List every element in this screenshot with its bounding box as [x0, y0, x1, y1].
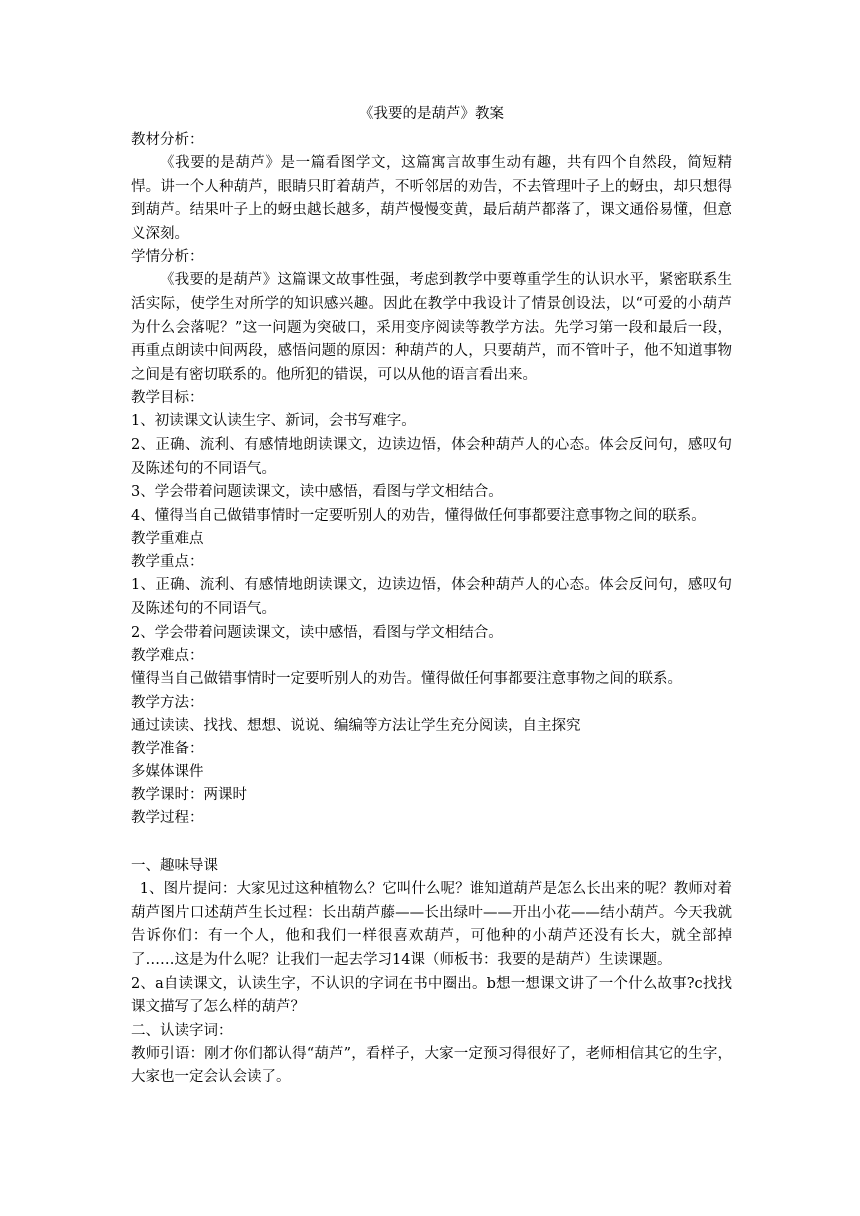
student-heading: 学情分析：: [131, 249, 204, 266]
prep-text: 多媒体课件: [131, 764, 204, 781]
goal-item: 1、初读课文认读生字、新词，会书写难字。: [131, 413, 416, 430]
goal-item: 2、正确、流利、有感情地朗读课文，边读边悟，体会种葫芦人的心态。体会反问句，感叹句及陈述句的不同语气。: [131, 436, 732, 477]
step2-heading: 二、认读字词：: [131, 1022, 233, 1039]
goal-item: 3、学会带着问题读课文，读中感悟，看图与学文相结合。: [131, 484, 503, 501]
step1-item: 2、a自读课文，认读生字，不认识的字词在书中圈出。b想一想课文讲了一个什么故事?c找找课文描写了怎么样的葫芦？: [131, 975, 732, 1016]
blank-line: [131, 830, 732, 855]
step1-heading: 一、趣味导课: [131, 858, 218, 875]
goals-heading: 教学目标：: [131, 390, 204, 407]
key-point-item: 1、正确、流利、有感情地朗读课文，边读边悟，体会种葫芦人的心态。体会反问句，感叹句及陈述句的不同语气。: [131, 577, 732, 617]
difficult-text: 懂得当自己做错事情时一定要听别人的劝告。懂得做任何事都要注意事物之间的联系。: [131, 671, 682, 688]
key-difficult-heading: 教学重难点: [131, 531, 204, 548]
hours-line: 教学课时：两课时: [131, 787, 247, 804]
key-heading: 教学重点：: [131, 554, 204, 571]
material-paragraph: 《我要的是葫芦》是一篇看图学文，这篇寓言故事生动有趣，共有四个自然段，简短精悍。讲一个人种葫芦，眼睛只盯着葫芦，不听邻居的劝告，不去管理叶子上的蚜虫，却只想得到葫芦。结果叶子上的蚜虫越长越多，葫芦慢慢变黄，最后葫芦都落了，课文通俗易懂，但意义深刻。: [131, 155, 732, 242]
method-text: 通过读读、找找、想想、说说、编编等方法让学生充分阅读，自主探究: [131, 717, 581, 734]
document-page: [131, 103, 732, 1090]
prep-heading: 教学准备：: [131, 741, 204, 758]
goal-item: 4、懂得当自己做错事情时一定要听别人的劝告，懂得做任何事都要注意事物之间的联系。: [131, 507, 706, 524]
step1-item: 1、图片提问：大家见过这种植物么？它叫什么呢？谁知道葫芦是怎么长出来的呢？教师对着葫芦图片口述葫芦生长过程：长出葫芦藤——长出绿叶——开出小花——结小葫芦。今天我就告诉你们：有一个人，他和我们一样很喜欢葫芦，可他种的小葫芦还没有长大，就全部掉了……这是为什么呢？让我们一起去学习14课（师板书：我要的是葫芦）生读课题。: [131, 881, 732, 969]
process-heading: 教学过程：: [131, 810, 204, 827]
student-paragraph: 《我要的是葫芦》这篇课文故事性强，考虑到教学中要尊重学生的认识水平，紧密联系生活实际，使学生对所学的知识感兴趣。因此在教学中我设计了情景创设法，以“可爱的小葫芦为什么会落呢？”这一问题为突破口，采用变序阅读等教学方法。先学习第一段和最后一段，再重点朗读中间两段，感悟问题的原因：种葫芦的人，只要葫芦，而不管叶子，他不知道事物之间是有密切联系的。他所犯的错误，可以从他的语言看出来。: [131, 272, 732, 383]
document-title: 《我要的是葫芦》教案: [359, 106, 504, 122]
key-point-item: 2、学会带着问题读课文，读中感悟，看图与学文相结合。: [131, 624, 503, 641]
method-heading: 教学方法：: [131, 694, 204, 711]
material-heading: 教材分析：: [131, 132, 204, 148]
step2-text: 教师引语：刚才你们都认得“葫芦”，看样子，大家一定预习得很好了，老师相信其它的生字，大家也一定会认会读了。: [131, 1045, 732, 1086]
difficult-heading: 教学难点：: [131, 648, 204, 665]
